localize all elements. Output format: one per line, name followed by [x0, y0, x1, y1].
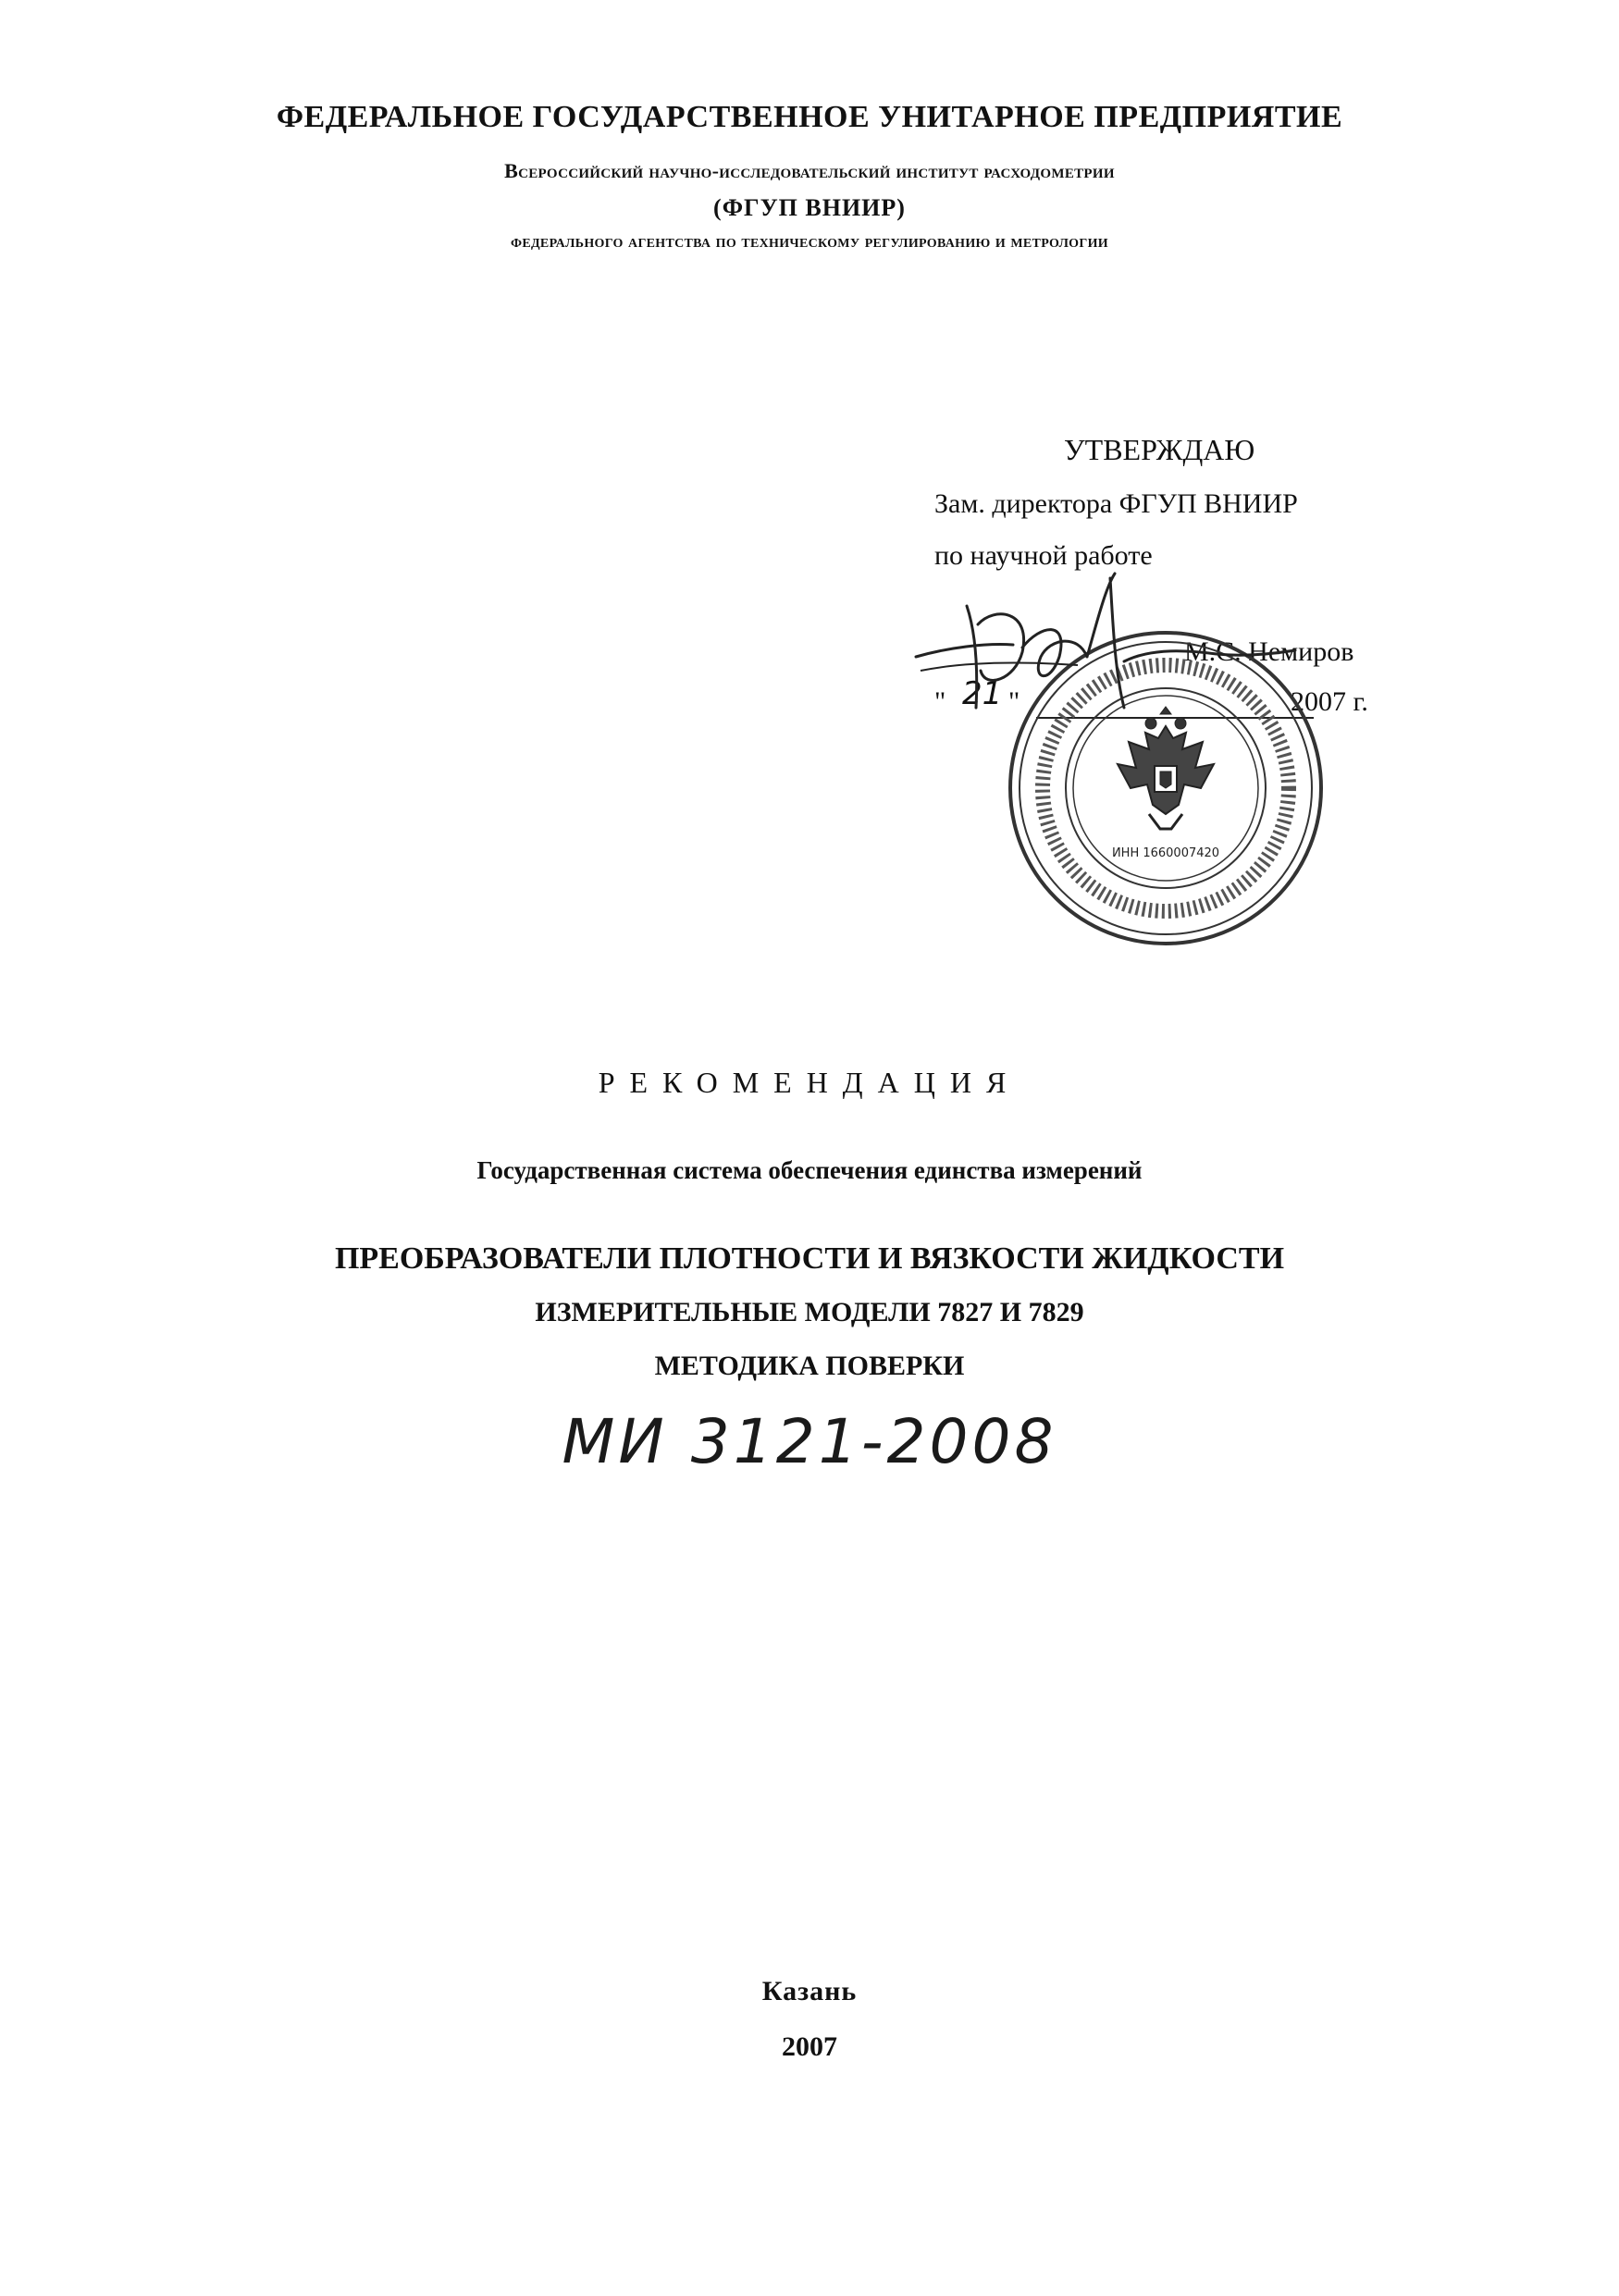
approval-position: Зам. директора ФГУП ВНИИР	[934, 488, 1298, 519]
publication-city: Казань	[761, 1976, 858, 2006]
org-name-line2: Всероссийский научно-исследовательский институт расходометрии	[504, 159, 1115, 182]
org-abbreviation: (ФГУП ВНИИР)	[713, 194, 906, 221]
standard-system-line: Государственная система обеспечения единства измерений	[476, 1156, 1143, 1184]
approval-date-quote-open: "	[934, 686, 946, 717]
approval-signer-name: М.С. Немиров	[1184, 636, 1354, 667]
seal-inn-text: ИНН 1660007420	[1111, 846, 1220, 860]
document-title-line2: ИЗМЕРИТЕЛЬНЫЕ МОДЕЛИ 7827 И 7829	[535, 1297, 1084, 1327]
document-title-line3: МЕТОДИКА ПОВЕРКИ	[654, 1351, 965, 1381]
handwritten-signature-icon	[911, 569, 1300, 726]
approval-title: УТВЕРЖДАЮ	[1064, 433, 1255, 466]
approval-date-quote-close: "	[1008, 686, 1020, 717]
approval-date-day: 21	[962, 675, 1003, 712]
org-agency-line: федерального агентства по техническому регулированию и метрологии	[511, 231, 1108, 252]
document-type-title: РЕКОМЕНДАЦИЯ	[598, 1066, 1021, 1099]
document-number: МИ 3121-2008	[562, 1406, 1057, 1477]
document-title-line1: ПРЕОБРАЗОВАТЕЛИ ПЛОТНОСТИ И ВЯЗКОСТИ ЖИДКОСТИ	[334, 1241, 1285, 1276]
approval-date-year: 2007 г.	[1291, 686, 1368, 717]
org-name-line1: ФЕДЕРАЛЬНОЕ ГОСУДАРСТВЕННОЕ УНИТАРНОЕ ПРЕДПРИЯТИЕ	[276, 100, 1343, 134]
approval-department: по научной работе	[934, 540, 1153, 571]
publication-year: 2007	[782, 2031, 837, 2062]
